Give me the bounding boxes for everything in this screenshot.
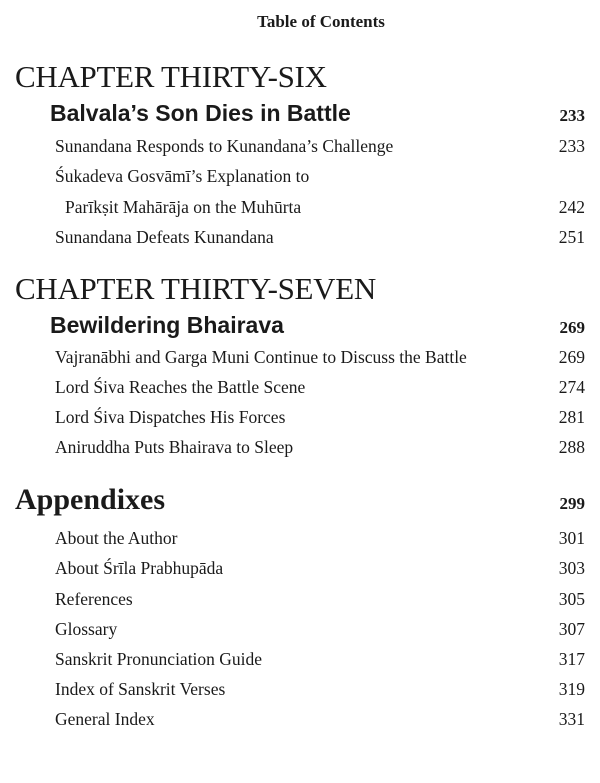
chapter-36-title: Balvala’s Son Dies in Battle (50, 100, 351, 126)
toc-entry[interactable]: About Śrīla Prabhupāda (55, 558, 224, 578)
appendixes-heading: Appendixes (15, 483, 166, 516)
toc-entry[interactable]: Glossary (55, 619, 118, 639)
toc-entry-page: 319 (558, 679, 585, 699)
toc-entry-page: 288 (558, 437, 585, 457)
toc-entry-page: 242 (558, 197, 585, 217)
toc-entry-page: 301 (558, 528, 585, 548)
toc-entry-page: 307 (558, 619, 585, 639)
toc-entry[interactable]: Sunandana Defeats Kunandana (55, 227, 274, 247)
toc-entry[interactable]: References (55, 589, 133, 609)
toc-entry[interactable]: Lord Śiva Reaches the Battle Scene (55, 377, 306, 397)
toc-entry-page: 303 (558, 558, 585, 578)
chapter-37-heading: CHAPTER THIRTY-SEVEN (15, 271, 376, 306)
toc-entry-page: 331 (558, 709, 585, 729)
toc-entry[interactable]: Lord Śiva Dispatches His Forces (55, 407, 286, 427)
toc-entry-page: 274 (558, 377, 585, 397)
toc-entry-page: 305 (558, 589, 585, 609)
toc-entry-page: 317 (558, 649, 585, 669)
toc-entry[interactable]: General Index (55, 709, 155, 729)
toc-entry[interactable]: Aniruddha Puts Bhairava to Sleep (55, 437, 294, 457)
toc-entry-page: 233 (558, 136, 585, 156)
page-title: Table of Contents (257, 12, 385, 31)
toc-entry-page: 269 (558, 347, 585, 367)
toc-entry[interactable]: Sanskrit Pronunciation Guide (55, 649, 263, 669)
chapter-36-page: 233 (559, 106, 585, 125)
toc-entry[interactable]: Vajranābhi and Garga Muni Continue to Discuss the Battle (55, 347, 467, 367)
toc-entry[interactable]: About the Author (55, 528, 178, 548)
toc-entry[interactable]: Śukadeva Gosvāmī’s Explanation to (55, 166, 310, 186)
toc-entry[interactable]: Sunandana Responds to Kunandana’s Challenge (55, 136, 394, 156)
toc-entry[interactable]: Index of Sanskrit Verses (55, 679, 226, 699)
appendixes-page: 299 (559, 494, 585, 513)
chapter-36-heading: CHAPTER THIRTY-SIX (15, 59, 327, 94)
chapter-37-page: 269 (559, 318, 585, 337)
toc-entry-page: 281 (558, 407, 585, 427)
toc-entry-continued[interactable]: Parīkṣit Mahārāja on the Muhūrta (65, 197, 302, 217)
toc-entry-page: 251 (558, 227, 585, 247)
chapter-37-title: Bewildering Bhairava (50, 312, 284, 338)
